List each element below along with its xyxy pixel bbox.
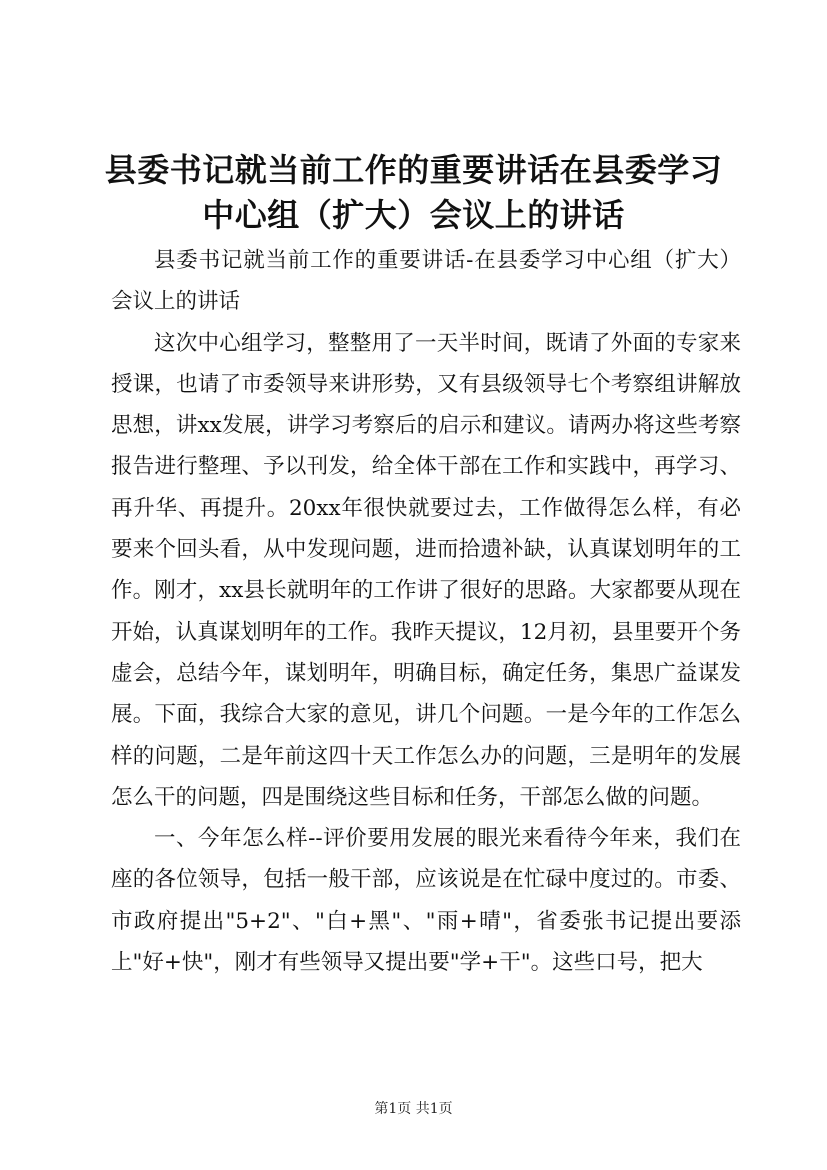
document-title: 县委书记就当前工作的重要讲话在县委学习中心组（扩大）会议上的讲话 [104,151,723,234]
body-paragraph: 这次中心组学习，整整用了一天半时间，既请了外面的专家来授课，也请了市委领导来讲形势，又有县级领导七个考察组讲解放思想，讲xx发展，讲学习考察后的启示和建议。请两办将这些考察报告进行整理、予以刊发，给全体干部在工作和实践中，再学习、再升华、再提升。20xx年很快就要过去，工作做得怎么样，有必要来个回头看，从中发现问题，进而拾遗补缺，认真谋划明年的工作。刚才，xx县长就明年的工作讲了很好的思路。大家都要从现在开始，认真谋划明年的工作。我昨天提议，12月初，县里要开个务虚会，总结今年，谋划明年，明确目标，确定任务，集思广益谋发展。下面，我综合大家的意见，讲几个问题。一是今年的工作怎么样的问题，二是年前这四十天工作怎么办的问题，三是明年的发展怎么干的问题，四是围绕这些目标和任务，干部怎么做的问题。 [111,330,741,810]
page-number: 第1页 共1页 [374,1101,453,1117]
subtitle-paragraph: 县委书记就当前工作的重要讲话-在县委学习中心组（扩大）会议上的讲话 [111,248,741,315]
document-body [111,240,741,983]
body-paragraph: 一、今年怎么样--评价要用发展的眼光来看待今年来，我们在座的各位领导，包括一般干部，应该说是在忙碌中度过的。市委、市政府提出"5+2"、"白+黑"、"雨+晴"，省委张书记提出要添上"好+快"，刚才有些领导又提出要"学+干"。这些口号，把大 [111,826,741,976]
